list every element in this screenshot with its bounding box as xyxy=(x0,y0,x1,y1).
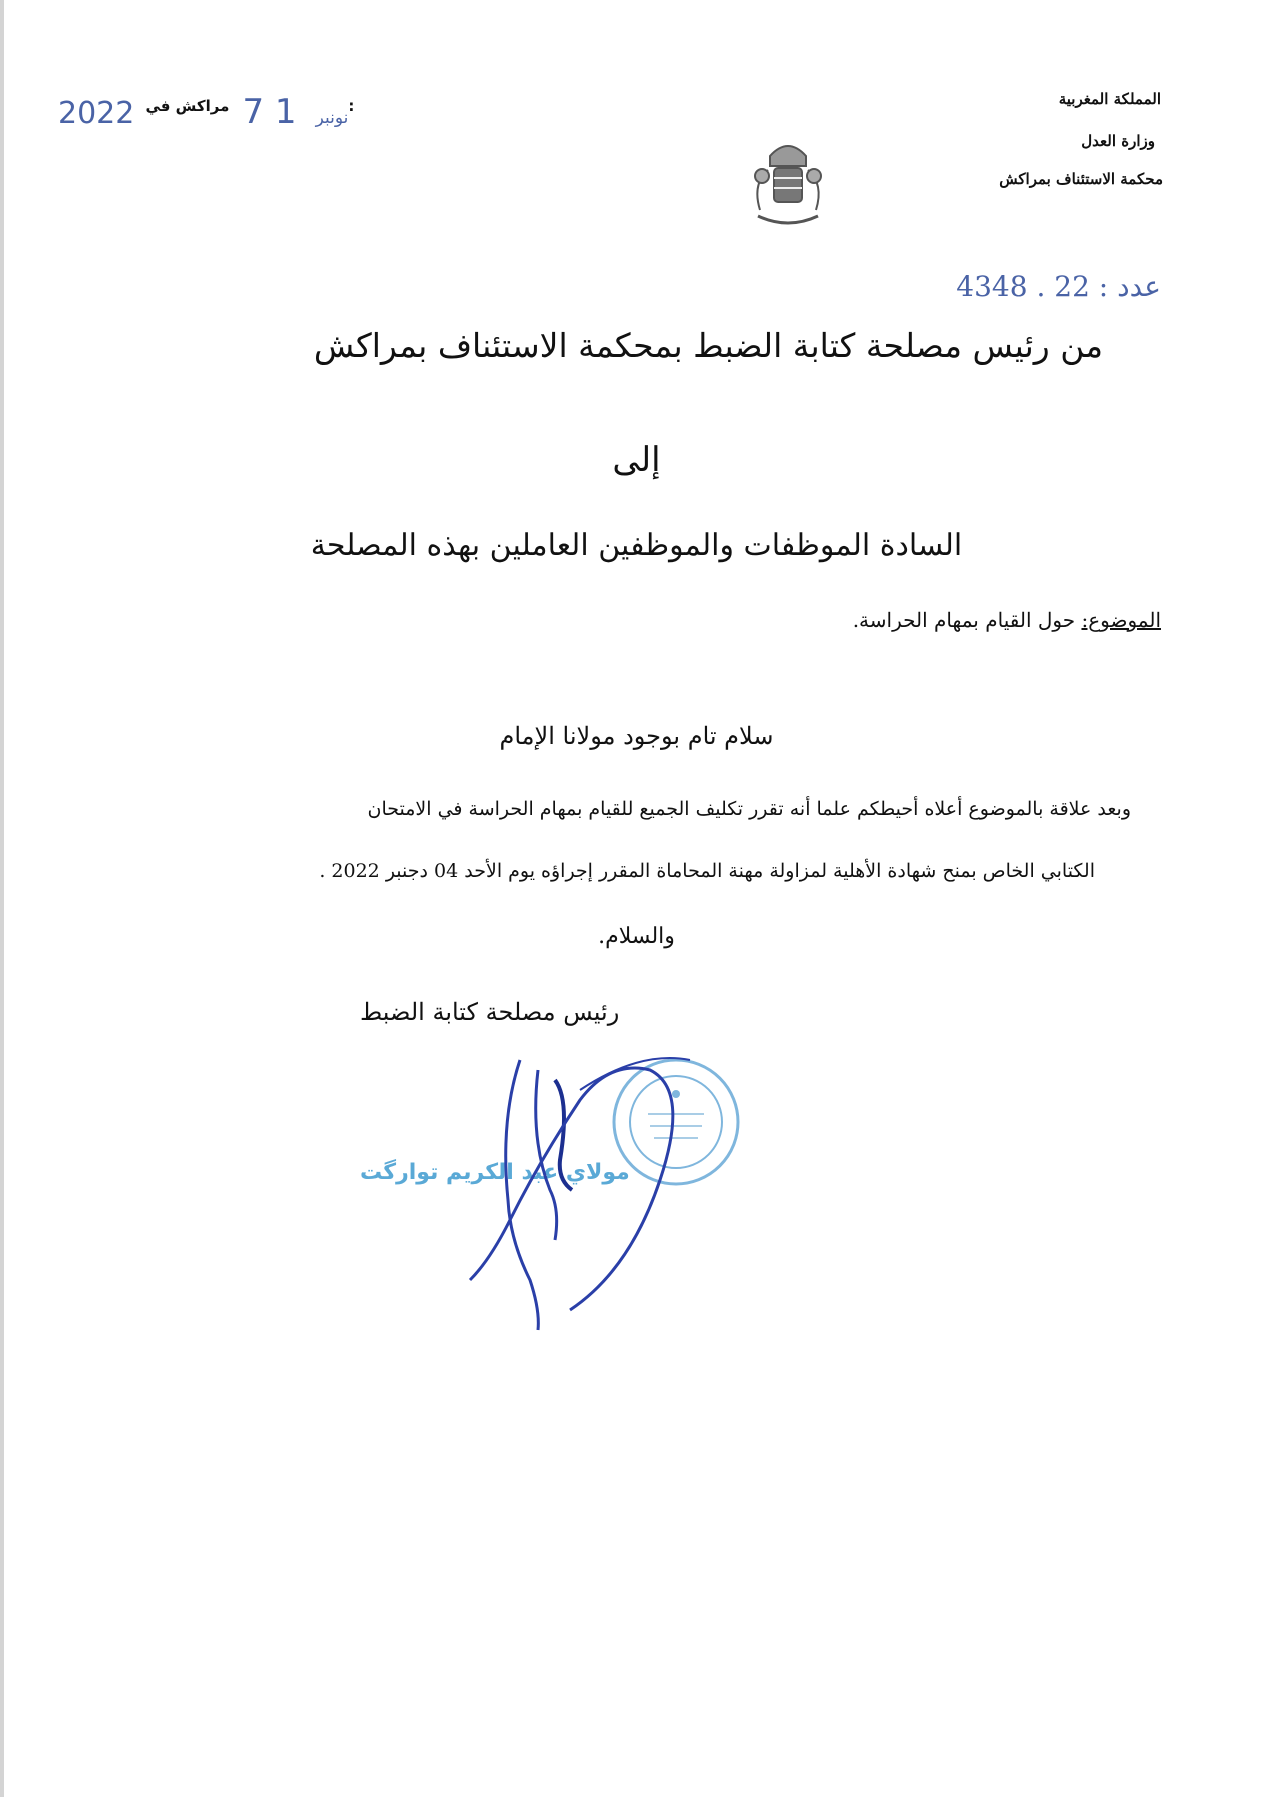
date-month: نونبر xyxy=(315,108,349,128)
handwritten-signature xyxy=(460,1040,700,1340)
header-kingdom: المملكة المغربية xyxy=(1058,90,1161,108)
date-block xyxy=(58,92,354,132)
body-line-1: وبعد علاقة بالموضوع أعلاه أحيطكم علما أنه تقرر تكليف الجميع للقيام بمهام الحراسة في الامتحان xyxy=(367,798,1131,820)
date-city: مراكش في: xyxy=(145,97,355,115)
signatory-name-stamp: مولاي عبد الكريم توارگت xyxy=(360,1160,630,1185)
date-year: 2022 xyxy=(58,96,135,131)
reference-number: عدد : 22 . 4348 xyxy=(956,270,1161,303)
date-day: 1 7 xyxy=(242,92,297,132)
signature-title: رئيس مصلحة كتابة الضبط xyxy=(360,998,620,1026)
header-court: محكمة الاستئناف بمراكش xyxy=(999,170,1163,188)
header-ministry: وزارة العدل xyxy=(1081,132,1155,150)
subject-line xyxy=(853,608,1161,632)
recipients-line: السادة الموظفات والموظفين العاملين بهذه المصلحة xyxy=(310,528,963,563)
body-line-2: الكتابي الخاص بمنح شهادة الأهلية لمزاولة مهنة المحاماة المقرر إجراؤه يوم الأحد 04 دجنبر 2022 . xyxy=(319,860,1095,882)
coat-of-arms-emblem xyxy=(740,126,836,236)
to-word: إلى xyxy=(612,440,661,480)
page-edge xyxy=(0,0,4,1797)
from-line: من رئيس مصلحة كتابة الضبط بمحكمة الاستئناف بمراكش xyxy=(313,326,1103,365)
greeting: سلام تام بوجود مولانا الإمام xyxy=(499,722,774,750)
subject-label: الموضوع: xyxy=(1081,608,1161,632)
subject-text: حول القيام بمهام الحراسة. xyxy=(852,608,1076,632)
closing: والسلام. xyxy=(598,924,675,949)
